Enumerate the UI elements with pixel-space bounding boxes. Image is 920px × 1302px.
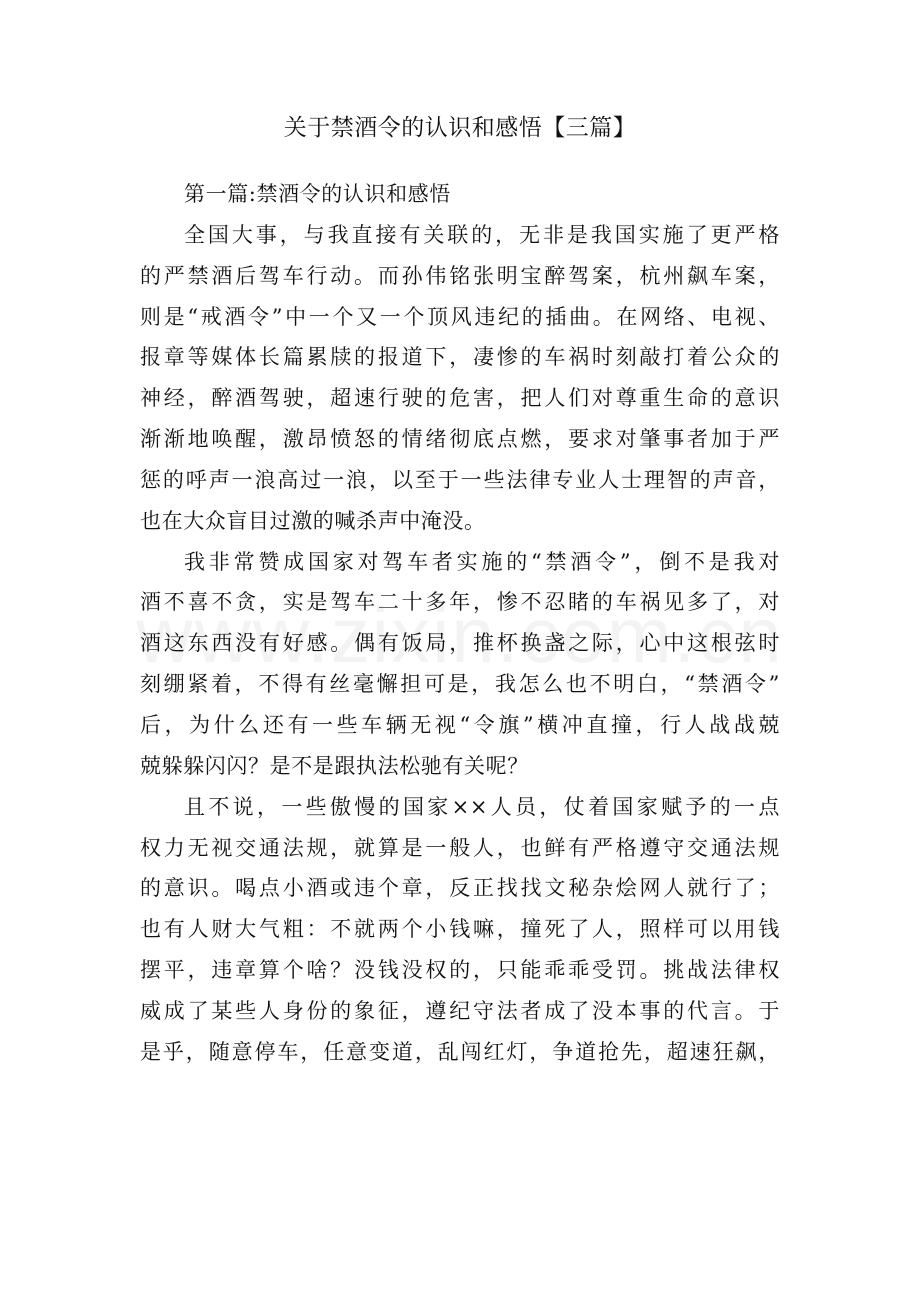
paragraph-line: 刻绷紧着，不得有丝毫懈担可是，我怎么也不明白，“禁酒令” [140,672,780,697]
paragraph-line: 惩的呼声一浪高过一浪，以至于一些法律专业人士理智的声音， [140,467,780,492]
paragraph-line: 权力无视交通法规，就算是一般人，也鲜有严格遵守交通法规 [140,835,780,860]
paragraph-line: 后，为什么还有一些车辆无视“令旗”横冲直撞，行人战战兢 [140,712,780,737]
paragraph-line: 的意识。喝点小酒或违个章，反正找找文秘杂烩网人就行了； [140,876,780,901]
paragraph-line: 摆平，违章算个啥？没钱没权的，只能乖乖受罚。挑战法律权 [140,958,780,983]
paragraph-line: 则是“戒酒令”中一个又一个顶风违纪的插曲。在网络、电视、 [140,304,780,329]
paragraph-line: 全国大事，与我直接有关联的，无非是我国实施了更严格 [184,222,780,247]
paragraph-line: 是乎，随意停车，任意变道，乱闯红灯，争道抢先，超速狂飙， [140,1039,780,1064]
paragraph-line: 报章等媒体长篇累牍的报道下，凄惨的车祸时刻敲打着公众的 [140,345,780,370]
paragraph-line: 且不说，一些傲慢的国家××人员，仗着国家赋予的一点 [184,794,780,819]
paragraph-line: 我非常赞成国家对驾车者实施的“禁酒令”，倒不是我对 [184,549,780,574]
paragraph-line: 神经，醉酒驾驶，超速行驶的危害，把人们对尊重生命的意识 [140,386,780,411]
section-heading: 第一篇:禁酒令的认识和感悟 [184,182,451,206]
paragraph-line: 的严禁酒后驾车行动。而孙伟铭张明宝醉驾案，杭州飙车案， [140,263,780,288]
paragraph-line: 渐渐地唤醒，激昂愤怒的情绪彻底点燃，要求对肇事者加于严 [140,427,780,452]
page-title: 关于禁酒令的认识和感悟【三篇】 [283,115,637,141]
paragraph-line: 也在大众盲目过激的喊杀声中淹没。 [140,508,486,533]
paragraph-line: 威成了某些人身份的象征，遵纪守法者成了没本事的代言。于 [140,998,780,1023]
paragraph-line: 兢躲躲闪闪？是不是跟执法松驰有关呢？ [140,753,529,778]
document-body [140,174,780,1073]
paragraph-line: 也有人财大气粗：不就两个小钱嘛，撞死了人，照样可以用钱 [140,917,780,942]
paragraph-line: 酒这东西没有好感。偶有饭局，推杯换盏之际，心中这根弦时 [140,631,780,656]
paragraph-line: 酒不喜不贪，实是驾车二十多年，惨不忍睹的车祸见多了，对 [140,590,780,615]
